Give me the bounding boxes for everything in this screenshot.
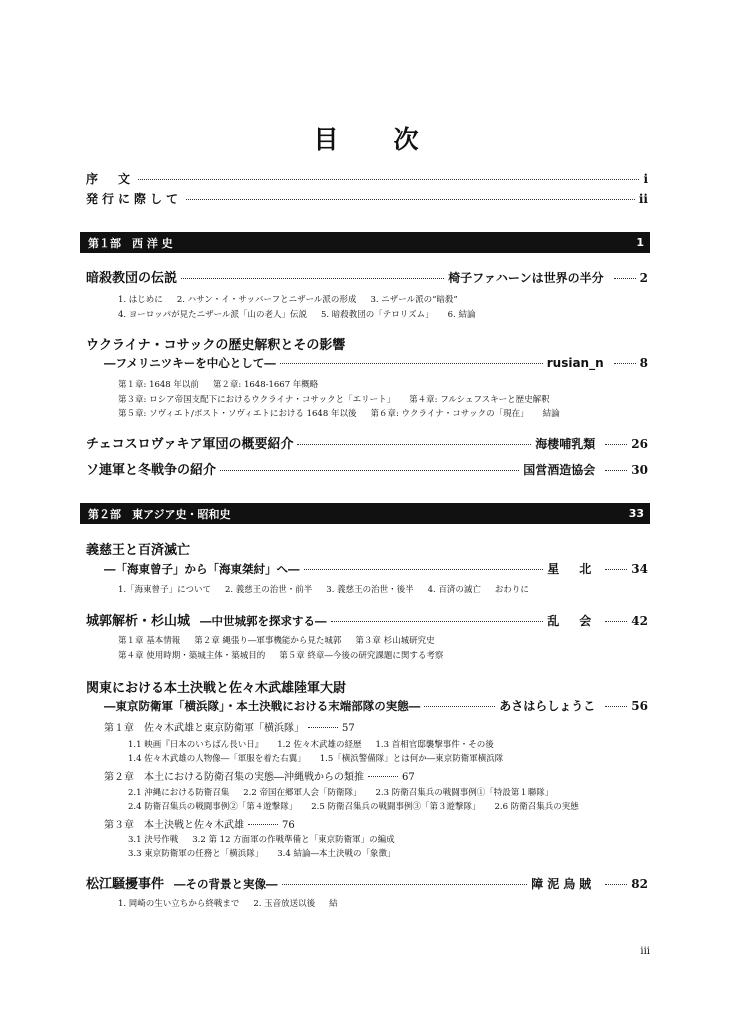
section-item: 第５章: ソヴィエト/ポスト・ソヴィエトにおける 1648 年以後 [118,409,357,419]
section-item: 2.4 防衛召集兵の戦闘事例②「第４遊撃隊」 [128,802,298,812]
section-item: 第２章: 1648-1667 年概略 [212,380,319,390]
section-item: 第３章: ロシア帝国支配下におけるウクライナ・コサックと「エリート」 [118,395,396,405]
leader-dots [605,706,627,707]
section-item: 2. 義慈王の治世・前半 [224,585,313,595]
leader-dots [331,621,544,622]
section-item: 第６章: ウクライナ・コサックの「現在」 [370,409,529,419]
section-item: 第５章 終章―今後の研究課題に関する考察 [279,651,444,661]
entry-label: 発行に際して [86,192,183,206]
toc-entry-winter-war[interactable] [86,459,648,478]
entry-title: 城郭解析・杉山城 [86,614,191,629]
chapter-entry[interactable] [104,816,648,831]
section-item: 1.3 首相官邸襲撃事件・その後 [375,740,494,750]
section-list [118,393,564,405]
entry-page: 26 [631,437,648,451]
entry-subtitle: ―中世城郭を探求する― [200,614,327,628]
entry-page: ii [638,192,648,206]
section-item: 3. ニザール派の“暗殺” [370,295,458,305]
leader-dots [368,776,398,777]
section-list [118,634,449,646]
toc-entry-cossack[interactable] [104,355,648,371]
entry-page: 2 [639,271,648,285]
section-item: 3.2 第 12 方面軍の作戦準備と「東京防衛軍」の編成 [192,835,395,845]
leader-dots [424,706,495,707]
chapter-page: 67 [402,772,415,783]
toc-entry-publication-note[interactable] [86,190,648,207]
section-item: 第３章 杉山城研究史 [355,636,435,646]
entry-subtitle: ―その背景と実像― [174,877,278,891]
leader-dots [248,824,278,825]
chapter-entry[interactable] [104,719,648,734]
section-item: 1.2 佐々木武雄の経歴 [277,740,362,750]
chapter-label: 第３章 本土決戦と佐々木武雄 [104,820,244,831]
entry-author: 乱 会 [547,614,596,628]
entry-title[interactable]: 義慈王と百済滅亡 [86,543,191,558]
entry-page: 82 [631,877,648,891]
part-page: 33 [628,507,644,520]
part-label: 第２部 東アジア史・昭和史 [88,507,231,521]
section-list [118,293,472,305]
leader-dots [605,621,627,622]
leader-dots [605,470,627,471]
entry-page: 42 [631,614,648,628]
leader-dots [138,179,639,180]
section-item: 6. 結論 [447,310,476,320]
leader-dots [614,278,636,279]
section-item: 1.5「横浜警備隊」とは何か―東京防衛軍横浜隊 [319,754,504,764]
entry-author: 椅子ファハーンは世界の半分 [448,271,604,285]
toc-entry-assassins[interactable] [86,267,648,286]
part-page: 1 [636,236,644,249]
toc-entry-preface[interactable] [86,170,648,187]
entry-title: ソ連軍と冬戦争の紹介 [86,463,217,478]
section-list [128,738,508,750]
section-item: 1.1 映画『日本のいちばん長い日』 [128,740,264,750]
section-item: 2. ハサン・イ・サッバーフとニザール派の形成 [176,295,357,305]
chapter-page: 76 [282,820,295,831]
entry-page: 56 [631,699,648,713]
section-item: 3.1 決号作戦 [128,835,179,845]
entry-subtitle: ―フメリニツキーを中心として― [104,356,276,370]
section-item: 第４章: フルシェフスキーと歴史解釈 [409,395,550,405]
entry-title: 暗殺教団の伝説 [86,271,178,286]
section-item: 4. ヨーロッパが見たニザール派「山の老人」伝説 [118,310,307,320]
section-list [118,897,352,909]
toc-entry-sugiyama-castle[interactable] [86,610,648,629]
entry-title: 松江騒擾事件 [86,877,165,892]
chapter-page: 57 [342,723,355,734]
section-list [118,649,457,661]
section-item: 第２章 縄張り―軍事機能から見た城郭 [194,636,342,646]
section-list [118,583,543,595]
section-item: 2.1 沖縄における防衛召集 [128,788,230,798]
section-item: 5. 暗殺教団の「テロリズム」 [320,310,434,320]
entry-subtitle: ―東京防衛軍「横浜隊」・本土決戦における末端部隊の実態― [104,699,421,713]
section-item: 第１章 基本情報 [118,636,181,646]
leader-dots [304,569,544,570]
entry-title[interactable]: ウクライナ・コサックの歴史解釈とその影響 [86,338,346,353]
leader-dots [220,470,519,471]
leader-dots [605,569,627,570]
leader-dots [308,727,338,728]
entry-author: 国営酒造協会 [523,463,596,477]
section-list [128,833,409,845]
section-item: 2.2 帝国在郷軍人会「防衛隊」 [243,788,362,798]
entry-author: rusian_n [546,356,604,370]
page-title: 目次 [313,125,474,154]
entry-page: i [643,172,648,186]
leader-dots [186,199,635,200]
entry-page: 8 [639,356,648,370]
section-item: 1. 岡崎の生い立ちから終戦まで [118,899,240,909]
entry-author: 星 北 [547,562,596,576]
section-item: 3.4 結論―本土決戦の「象徴」 [277,849,396,859]
entry-page: 34 [631,562,648,576]
entry-page: 30 [631,463,648,477]
entry-author: 障泥烏賊 [531,877,596,891]
chapter-entry[interactable] [104,768,648,783]
section-item: 2.6 防衛召集兵の実態 [494,802,579,812]
part-label: 第１部 西 洋 史 [88,236,173,250]
section-item: 3.3 東京防衛軍の任務と「横浜隊」 [128,849,264,859]
leader-dots [282,884,528,885]
section-list [128,786,567,798]
part-heading-2 [80,503,650,524]
section-item: 第１章: 1648 年以前 [118,380,199,390]
leader-dots [605,444,627,445]
toc-entry-matsue-incident[interactable] [86,873,648,892]
section-list [118,407,574,419]
entry-title[interactable]: 関東における本土決戦と佐々木武雄陸軍大尉 [86,681,347,696]
page-number: iii [640,946,650,957]
entry-label: 序 文 [86,172,135,186]
toc-entry-kanto-decisive-battle[interactable] [104,697,648,714]
leader-dots [181,278,444,279]
part-heading-1 [80,232,650,253]
section-item: おわりに [494,585,529,595]
section-item: 第４章 使用時期・築城主体・築城目的 [118,651,266,661]
chapter-label: 第１章 佐々木武雄と東京防衛軍「横浜隊」 [104,723,304,734]
section-item: 2.5 防衛召集兵の戦闘事例③「第３遊撃隊」 [311,802,481,812]
toc-entry-baekje[interactable] [104,560,648,577]
entry-title: チェコスロヴァキア軍団の概要紹介 [86,437,294,452]
leader-dots [297,444,531,445]
section-list [128,800,593,812]
section-item: 3. 義慈王の治世・後半 [326,585,414,595]
section-list [118,378,332,390]
entry-subtitle: ―「海東曾子」から「海東桀紂」へ― [104,562,300,576]
section-item: 結 [329,899,338,909]
entry-author: あさはらしょうこ [499,699,596,713]
section-item: 1.「海東曾子」について [118,585,211,595]
section-list [128,847,409,859]
toc-entry-czechoslovak-legion[interactable] [86,433,648,452]
section-item: 2. 玉音放送以後 [253,899,316,909]
leader-dots [614,363,636,364]
section-item: 4. 百済の滅亡 [427,585,481,595]
leader-dots [280,363,543,364]
section-item: 1.4 佐々木武雄の人物像―「軍服を着た右翼」 [128,754,306,764]
leader-dots [605,884,627,885]
entry-author: 海棲哺乳類 [535,437,596,451]
chapter-label: 第２章 本土における防衛召集の実態―沖縄戦からの類推 [104,772,364,783]
section-list [128,752,517,764]
section-item: 2.3 防衛召集兵の戦闘事例①「特設第１聯隊」 [375,788,554,798]
section-item: 1. はじめに [118,295,163,305]
section-list [118,308,489,320]
section-item: 結論 [542,409,560,419]
